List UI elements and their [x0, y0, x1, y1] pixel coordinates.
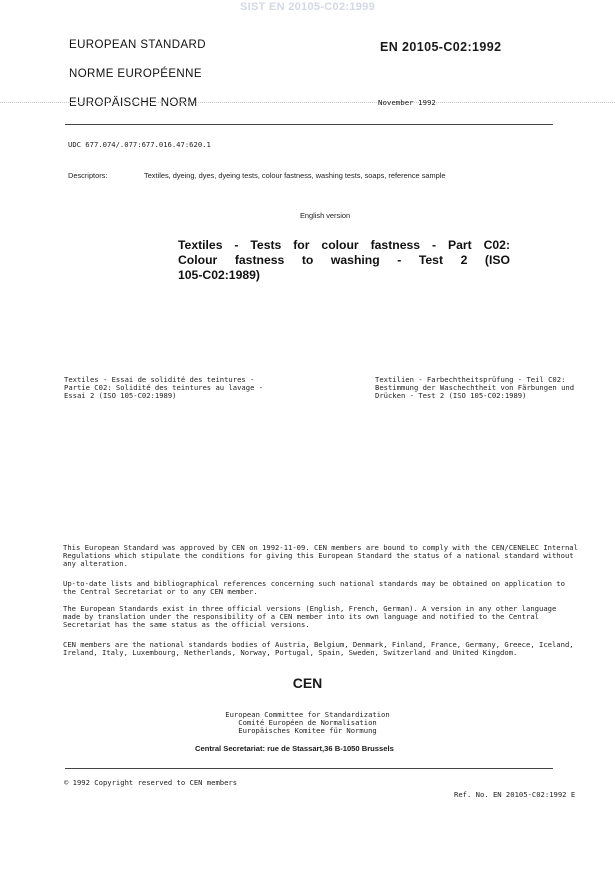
- header-rule: [65, 124, 553, 125]
- language-version: English version: [299, 211, 351, 220]
- cen-name-german: Europäisches Komitee für Normung: [238, 726, 377, 735]
- versions-line-3: Secretariat has the same status as the official versions.: [63, 621, 310, 629]
- versions-paragraph: [63, 605, 608, 629]
- approval-line-3: any alteration.: [63, 560, 128, 568]
- german-title-line-1: Textilien - Farbechtheitsprüfung - Teil C02:: [375, 375, 566, 384]
- versions-line-2: made by translation under the responsibility of a CEN member into its own language and notified to the Central: [63, 613, 539, 621]
- header-europaische-norm: EUROPÄISCHE NORM: [69, 97, 198, 109]
- cen-name-french: Comité Européen de Normalisation: [238, 718, 377, 727]
- header-european-standard: EUROPEAN STANDARD: [69, 39, 206, 51]
- french-title-line-3: Essai 2 (ISO 105-C02:1989): [64, 391, 177, 400]
- members-line-1: CEN members are the national standards bodies of Austria, Belgium, Denmark, Finland, France, Germany, Greece, Iceland,: [63, 641, 574, 649]
- french-title-line-1: Textiles - Essai de solidité des teintures -: [64, 375, 255, 384]
- cen-name-english: European Committee for Standardization: [225, 710, 390, 719]
- watermark: SIST EN 20105-C02:1999: [239, 1, 375, 13]
- members-paragraph: [63, 641, 608, 657]
- reference-number: Ref. No. EN 20105-C02:1992 E: [454, 790, 576, 799]
- german-title-line-2: Bestimmung der Waschechtheit von Färbungen und: [375, 383, 575, 392]
- descriptors-label: Descriptors:: [68, 171, 108, 180]
- french-title-line-2: Partie C02: Solidité des teintures au lavage -: [64, 383, 264, 392]
- approval-line-1: This European Standard was approved by CEN on 1992-11-09. CEN members are bound to comply with the CEN/CENELEC Internal: [63, 544, 578, 552]
- lists-line-1: Up-to-date lists and bibliographical references concerning such national standards may be obtained on application to: [63, 580, 565, 588]
- french-title: [64, 376, 263, 400]
- cen-acronym: CEN: [292, 675, 323, 691]
- descriptors-value: Textiles, dyeing, dyes, dyeing tests, colour fastness, washing tests, soaps, reference sample: [144, 171, 446, 180]
- german-title: [375, 376, 574, 400]
- lists-paragraph: [63, 580, 608, 596]
- publication-date: November 1992: [378, 98, 436, 107]
- footer-rule: [65, 768, 553, 769]
- dotted-divider: [0, 102, 615, 103]
- header-norme-europeenne: NORME EUROPÉENNE: [69, 68, 202, 80]
- approval-line-2: Regulations which stipulate the conditions for giving this European Standard the status of a national standard without: [63, 552, 574, 560]
- approval-paragraph: [63, 544, 608, 568]
- versions-line-1: The European Standards exist in three official versions (English, French, German). A version in any other language: [63, 605, 557, 613]
- german-title-line-3: Drücken - Test 2 (ISO 105-C02:1989): [375, 391, 527, 400]
- cen-organisation-names: [0, 711, 615, 735]
- central-secretariat-address: Central Secretariat: rue de Stassart,36 B-1050 Brussels: [195, 744, 394, 753]
- lists-line-2: the Central Secretariat or to any CEN member.: [63, 588, 258, 596]
- udc-code: UDC 677.074/.077:677.016.47:620.1: [68, 140, 211, 149]
- title-line-2: Colour fastness to washing - Test 2 (ISO: [178, 253, 510, 267]
- english-title: [178, 238, 510, 283]
- title-line-1: Textiles - Tests for colour fastness - Part C02:: [178, 238, 510, 252]
- members-line-2: Ireland, Italy, Luxembourg, Netherlands, Norway, Portugal, Spain, Sweden, Switzerland and United Kingdom.: [63, 649, 518, 657]
- document-number: EN 20105-C02:1992: [380, 40, 502, 54]
- copyright-notice: © 1992 Copyright reserved to CEN members: [64, 778, 238, 787]
- title-line-3: 105-C02:1989): [178, 268, 260, 282]
